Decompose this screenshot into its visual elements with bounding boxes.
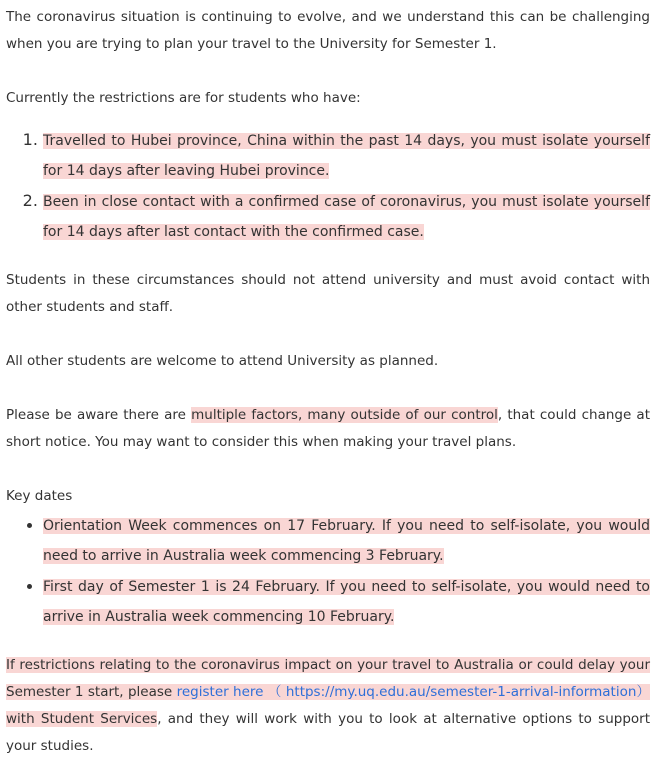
aware-prefix: Please be aware there are: [6, 407, 192, 423]
key-dates-list: [6, 510, 650, 632]
restriction-text: Travelled to Hubei province, China within the past 14 days, you must isolate yourself for 14 days after leaving Hubei province.: [43, 133, 650, 179]
key-date-text: First day of Semester 1 is 24 February. If you need to self-isolate, you would need to arrive in Australia week commencing 10 February.: [43, 579, 650, 625]
restriction-item: [43, 186, 650, 247]
key-date-item: [43, 571, 650, 632]
restriction-text: Been in close contact with a confirmed case of coronavirus, you must isolate yourself for 14 days after last contact with the confirmed case.: [43, 194, 650, 240]
final-part1: If restrictions relating to the coronavirus impact on your travel to Australia or could delay your Semester 1 start, please: [6, 657, 650, 700]
restriction-item: [43, 125, 650, 186]
circumstances-paragraph: Students in these circumstances should not attend university and must avoid contact with other students and staff.: [6, 272, 650, 315]
aware-suffix: , that could change at short notice. You may want to consider this when making your travel plans.: [6, 407, 650, 450]
final-part2: with Student Services: [6, 711, 158, 727]
intro-paragraph: The coronavirus situation is continuing to evolve, and we understand this can be challenging when you are trying to plan your travel to the University for Semester 1.: [6, 9, 650, 52]
welcome-paragraph: All other students are welcome to attend University as planned.: [6, 353, 439, 369]
restrictions-intro: Currently the restrictions are for students who have:: [6, 90, 361, 106]
key-date-item: [43, 510, 650, 571]
restrictions-list: [6, 125, 650, 247]
arrival-information-link[interactable]: （ https://my.uq.edu.au/semester-1-arrival-information）: [267, 684, 650, 700]
final-part3: , and they will work with you to look at alternative options to support your studies.: [6, 711, 650, 754]
aware-highlight: multiple factors, many outside of our control: [191, 407, 498, 423]
final-paragraph: [6, 652, 650, 760]
aware-paragraph: [6, 402, 650, 456]
key-dates-title: Key dates: [6, 488, 73, 504]
key-date-text: Orientation Week commences on 17 February. If you need to self-isolate, you would need to arrive in Australia week commencing 3 February.: [43, 518, 650, 564]
register-link[interactable]: register here: [176, 684, 264, 700]
